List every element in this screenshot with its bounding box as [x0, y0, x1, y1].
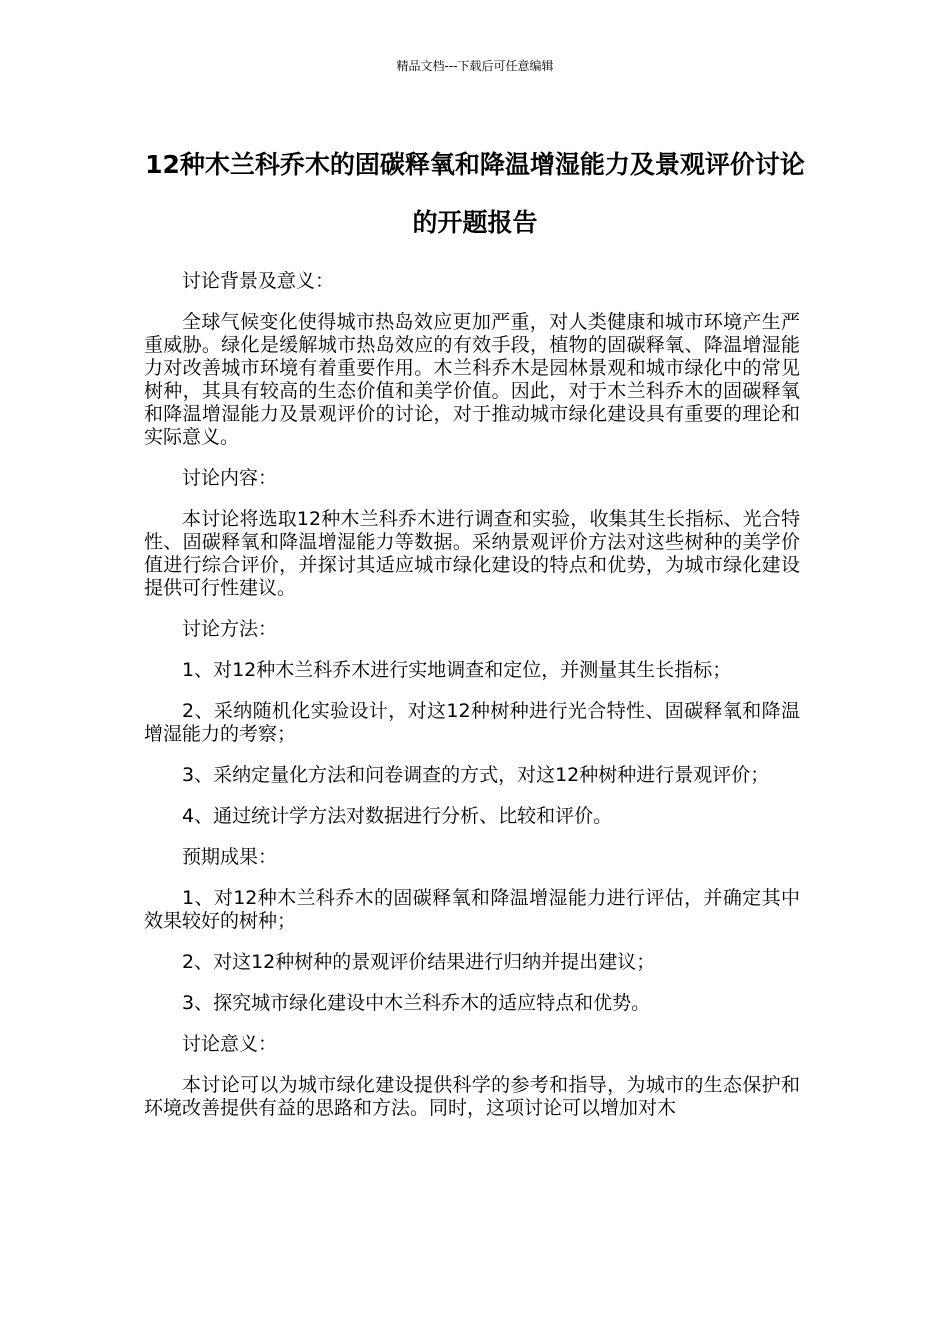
- header-note: 精品文档---下载后可任意编辑: [396, 59, 554, 73]
- method-item-1: 1、对12种木兰科乔木进行实地调查和定位，并测量其生长指标；: [182, 659, 732, 681]
- method-item-2: 2、采纳随机化实验设计，对这12种树种进行光合特性、固碳释氧和降温增湿能力的考察；: [144, 700, 800, 745]
- section-heading-content: 讨论内容：: [182, 467, 278, 489]
- paragraph-background: 全球气候变化使得城市热岛效应更加严重，对人类健康和城市环境产生严重威胁。绿化是缓解城市热岛效应的有效手段，植物的固碳释氧、降温增湿能力对改善城市环境有着重要作用。木兰科乔木是园林景观和城市绿化中的常见树种，其具有较高的生态价值和美学价值。因此，对于木兰科乔木的固碳释氧和降温增湿能力及景观评价的讨论，对于推动城市绿化建设具有重要的理论和实际意义。: [144, 311, 800, 448]
- document-title: 12种木兰科乔木的固碳释氧和降温增湿能力及景观评价讨论的开题报告: [145, 150, 805, 237]
- method-item-3: 3、采纳定量化方法和问卷调查的方式，对这12种树种进行景观评价；: [182, 764, 770, 786]
- paragraph-content: 本讨论将选取12种木兰科乔木进行调查和实验，收集其生长指标、光合特性、固碳释氧和降温增湿能力等数据。采纳景观评价方法对这些树种的美学价值进行综合评价，并探讨其适应城市绿化建设的特点和优势，为城市绿化建设提供可行性建议。: [144, 508, 800, 599]
- document-body: [144, 270, 800, 1138]
- section-heading-background: 讨论背景及意义：: [182, 270, 335, 292]
- section-heading-methods: 讨论方法：: [182, 618, 278, 640]
- outcome-item-2: 2、对这12种树种的景观评价结果进行归纳并提出建议；: [182, 951, 656, 973]
- method-item-4: 4、通过统计学方法对数据进行分析、比较和评价。: [182, 805, 613, 827]
- section-heading-significance: 讨论意义：: [182, 1033, 278, 1055]
- outcome-item-3: 3、探究城市绿化建设中木兰科乔木的适应特点和优势。: [182, 992, 651, 1014]
- paragraph-significance: 本讨论可以为城市绿化建设提供科学的参考和指导，为城市的生态保护和环境改善提供有益的思路和方法。同时，这项讨论可以增加对木: [144, 1074, 800, 1119]
- outcome-item-1: 1、对12种木兰科乔木的固碳释氧和降温增湿能力进行评估，并确定其中效果较好的树种；: [144, 887, 800, 932]
- section-heading-outcomes: 预期成果：: [182, 846, 278, 868]
